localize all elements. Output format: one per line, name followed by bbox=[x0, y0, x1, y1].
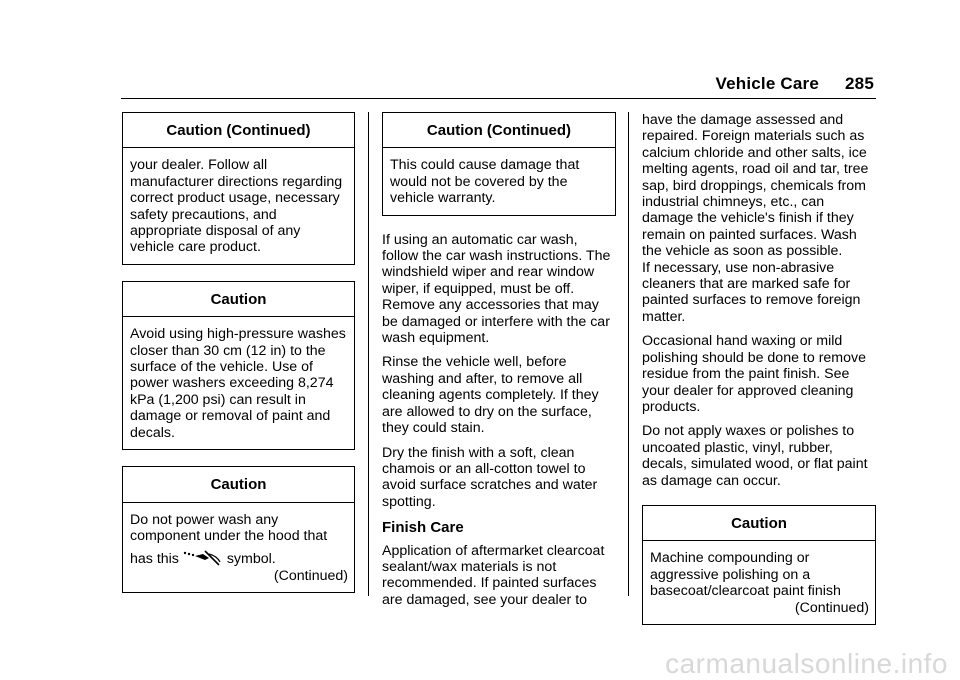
paragraph-car-wash: If using an automatic car wash, follow the car wash instructions. The windshield wiper and rear window wiper, if equipped, must be off. Remove any accessories that may be damaged or interfere with the car wash equipment. bbox=[382, 231, 611, 347]
continued-label: (Continued) bbox=[273, 567, 348, 584]
column-divider bbox=[628, 112, 629, 596]
column-3 bbox=[642, 112, 876, 625]
caution-box-text: has this bbox=[130, 551, 179, 568]
caution-box-title: Caution bbox=[123, 467, 354, 502]
caution-box-text: Avoid using high-pressure washes closer than 30 cm (12 in) to the surface of the vehicle. Use of power washers exceeding 8,274 kPa (1,200 psi) can result in damage or removal of paint and decals. bbox=[130, 326, 346, 441]
caution-box-title: Caution (Continued) bbox=[123, 113, 354, 148]
caution-box-text: symbol. bbox=[226, 551, 276, 568]
caution-box-title: Caution (Continued) bbox=[383, 113, 615, 148]
paragraph-clearcoat: Application of aftermarket clearcoat sealant/wax materials is not recommended. If painted surfaces are damaged, see your dealer to bbox=[382, 542, 605, 608]
caution-box-under-hood bbox=[122, 466, 355, 593]
caution-box-title: Caution bbox=[123, 282, 354, 317]
caution-box-continued bbox=[122, 112, 355, 265]
paragraph-damage: have the damage assessed and repaired. Foreign materials such as calcium chloride and other salts, ice melting agents, road oil and tar, tree sap, bird droppings, chemicals from industrial chimneys, etc., can damage the vehicle's finish if they remain on painted surfaces. Wash the vehicle as soon as possible. bbox=[642, 112, 869, 260]
paragraph-no-wax: Do not apply waxes or polishes to uncoated plastic, vinyl, rubber, decals, simulated wood, or flat paint as damage can occur. bbox=[642, 423, 868, 489]
footer-watermark: carmanualsonline.info bbox=[665, 648, 948, 679]
section-heading-finish-care: Finish Care bbox=[382, 519, 464, 537]
paragraph-rinse: Rinse the vehicle well, before washing and after, to remove all cleaning agents completely. If they are allowed to dry on the surface, they could stain. bbox=[382, 354, 599, 437]
section-title: Vehicle Care bbox=[715, 74, 820, 93]
column-1 bbox=[122, 112, 355, 593]
no-power-wash-symbol-icon bbox=[183, 550, 223, 566]
page-number: 285 bbox=[845, 74, 874, 93]
page-header bbox=[716, 74, 875, 94]
header-rule bbox=[121, 98, 876, 99]
caution-box-text: Do not power wash any component under the hood that bbox=[130, 511, 328, 544]
caution-box-continued bbox=[382, 112, 616, 216]
caution-box-text: your dealer. Follow all manufacturer directions regarding correct product usage, necessary safety precautions, and appropriate disposal of any vehicle care product. bbox=[130, 157, 343, 256]
paragraph-dry: Dry the finish with a soft, clean chamois or an all-cotton towel to avoid surface scratches and water spotting. bbox=[382, 444, 598, 510]
caution-box-text: Machine compounding or aggressive polishing on a basecoat/clearcoat paint finish bbox=[650, 550, 841, 600]
column-divider bbox=[368, 112, 369, 596]
caution-box-title: Caution bbox=[643, 506, 875, 541]
caution-box-text: This could cause damage that would not be covered by the vehicle warranty. bbox=[390, 157, 580, 207]
continued-label: (Continued) bbox=[794, 599, 869, 616]
caution-box-power-washer bbox=[122, 281, 355, 450]
paragraph-waxing: Occasional hand waxing or mild polishing should be done to remove residue from the paint finish. See your dealer for approved cleaning products. bbox=[642, 333, 867, 415]
caution-box-machine-compounding bbox=[642, 505, 876, 625]
paragraph-non-abrasive: If necessary, use non-abrasive cleaners that are marked safe for painted surfaces to remove foreign matter. bbox=[642, 259, 861, 325]
column-2 bbox=[382, 112, 616, 616]
